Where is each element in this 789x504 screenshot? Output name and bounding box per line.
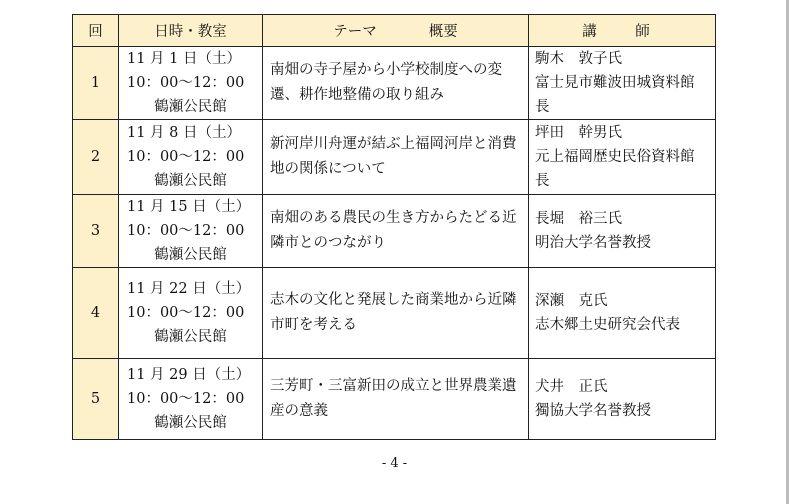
lecturer-name: 深瀬 克氏 xyxy=(535,293,608,309)
table-row xyxy=(73,268,716,359)
lecturer-name: 駒木 敦子氏 xyxy=(535,51,622,67)
session-overview-cell xyxy=(263,120,529,195)
session-number: 4 xyxy=(73,268,119,359)
session-number: 2 xyxy=(73,120,119,195)
session-time: 10：00〜12：00 xyxy=(127,149,245,165)
session-number: 3 xyxy=(73,195,119,268)
session-date: 11 月 15 日（土） xyxy=(127,199,251,215)
session-place: 鶴瀬公民館 xyxy=(154,247,227,263)
session-lecturer-cell xyxy=(529,268,716,359)
lecturer-title: 元上福岡歴史民俗資料館長 xyxy=(535,149,695,189)
header-theme-overview xyxy=(263,15,529,47)
table-row xyxy=(73,120,716,195)
session-overview: 志木の文化と発展した商業地から近隣市町を考える xyxy=(270,292,517,333)
header-lecturer: 講 師 xyxy=(529,15,716,47)
table-row xyxy=(73,47,716,120)
session-lecturer-cell xyxy=(529,195,716,268)
session-time: 10：00〜12：00 xyxy=(127,75,245,91)
session-place: 鶴瀬公民館 xyxy=(154,415,227,431)
header-overview: 概要 xyxy=(428,24,458,40)
session-lecturer-cell xyxy=(529,120,716,195)
session-datetime-place xyxy=(119,47,263,120)
lecturer-title: 志木郷土史研究会代表 xyxy=(535,317,680,333)
session-overview-cell xyxy=(263,47,529,120)
session-date: 11 月 8 日（土） xyxy=(127,125,242,141)
lecture-schedule-table xyxy=(72,14,716,440)
header-number: 回 xyxy=(73,15,119,47)
table-header-row xyxy=(73,15,716,47)
session-datetime-place xyxy=(119,359,263,440)
session-overview-cell xyxy=(263,359,529,440)
session-time: 10：00〜12：00 xyxy=(127,223,245,239)
lecturer-name: 犬井 正氏 xyxy=(535,379,608,395)
session-overview-cell xyxy=(263,268,529,359)
lecturer-name: 長堀 裕三氏 xyxy=(535,211,622,227)
table-row xyxy=(73,359,716,440)
lecturer-name: 坪田 幹男氏 xyxy=(535,125,622,141)
lecturer-title: 獨協大学名誉教授 xyxy=(535,403,651,419)
session-date: 11 月 1 日（土） xyxy=(127,51,242,67)
header-theme: テーマ xyxy=(333,24,377,40)
session-time: 10：00〜12：00 xyxy=(127,305,245,321)
session-overview: 新河岸川舟運が結ぶ上福岡河岸と消費地の関係について xyxy=(270,136,517,177)
session-lecturer-cell xyxy=(529,359,716,440)
session-date: 11 月 29 日（土） xyxy=(127,367,251,383)
session-date: 11 月 22 日（土） xyxy=(127,281,251,297)
table-row xyxy=(73,195,716,268)
session-time: 10：00〜12：00 xyxy=(127,391,245,407)
lecturer-title: 明治大学名誉教授 xyxy=(535,235,651,251)
header-datetime-place: 日時・教室 xyxy=(119,15,263,47)
session-overview: 南畑のある農民の生き方からたどる近隣市とのつながり xyxy=(270,210,517,251)
session-number: 1 xyxy=(73,47,119,120)
session-datetime-place xyxy=(119,268,263,359)
session-overview-cell xyxy=(263,195,529,268)
session-place: 鶴瀬公民館 xyxy=(154,99,227,115)
page-number: - 4 - xyxy=(381,456,408,471)
lecturer-title: 富士見市難波田城資料館長 xyxy=(535,75,695,115)
session-lecturer-cell xyxy=(529,47,716,120)
session-overview: 三芳町・三富新田の成立と世界農業遺産の意義 xyxy=(270,378,517,419)
session-datetime-place xyxy=(119,120,263,195)
session-datetime-place xyxy=(119,195,263,268)
session-place: 鶴瀬公民館 xyxy=(154,173,227,189)
session-overview: 南畑の寺子屋から小学校制度への変遷、耕作地整備の取り組み xyxy=(270,62,502,103)
session-place: 鶴瀬公民館 xyxy=(154,329,227,345)
session-number: 5 xyxy=(73,359,119,440)
